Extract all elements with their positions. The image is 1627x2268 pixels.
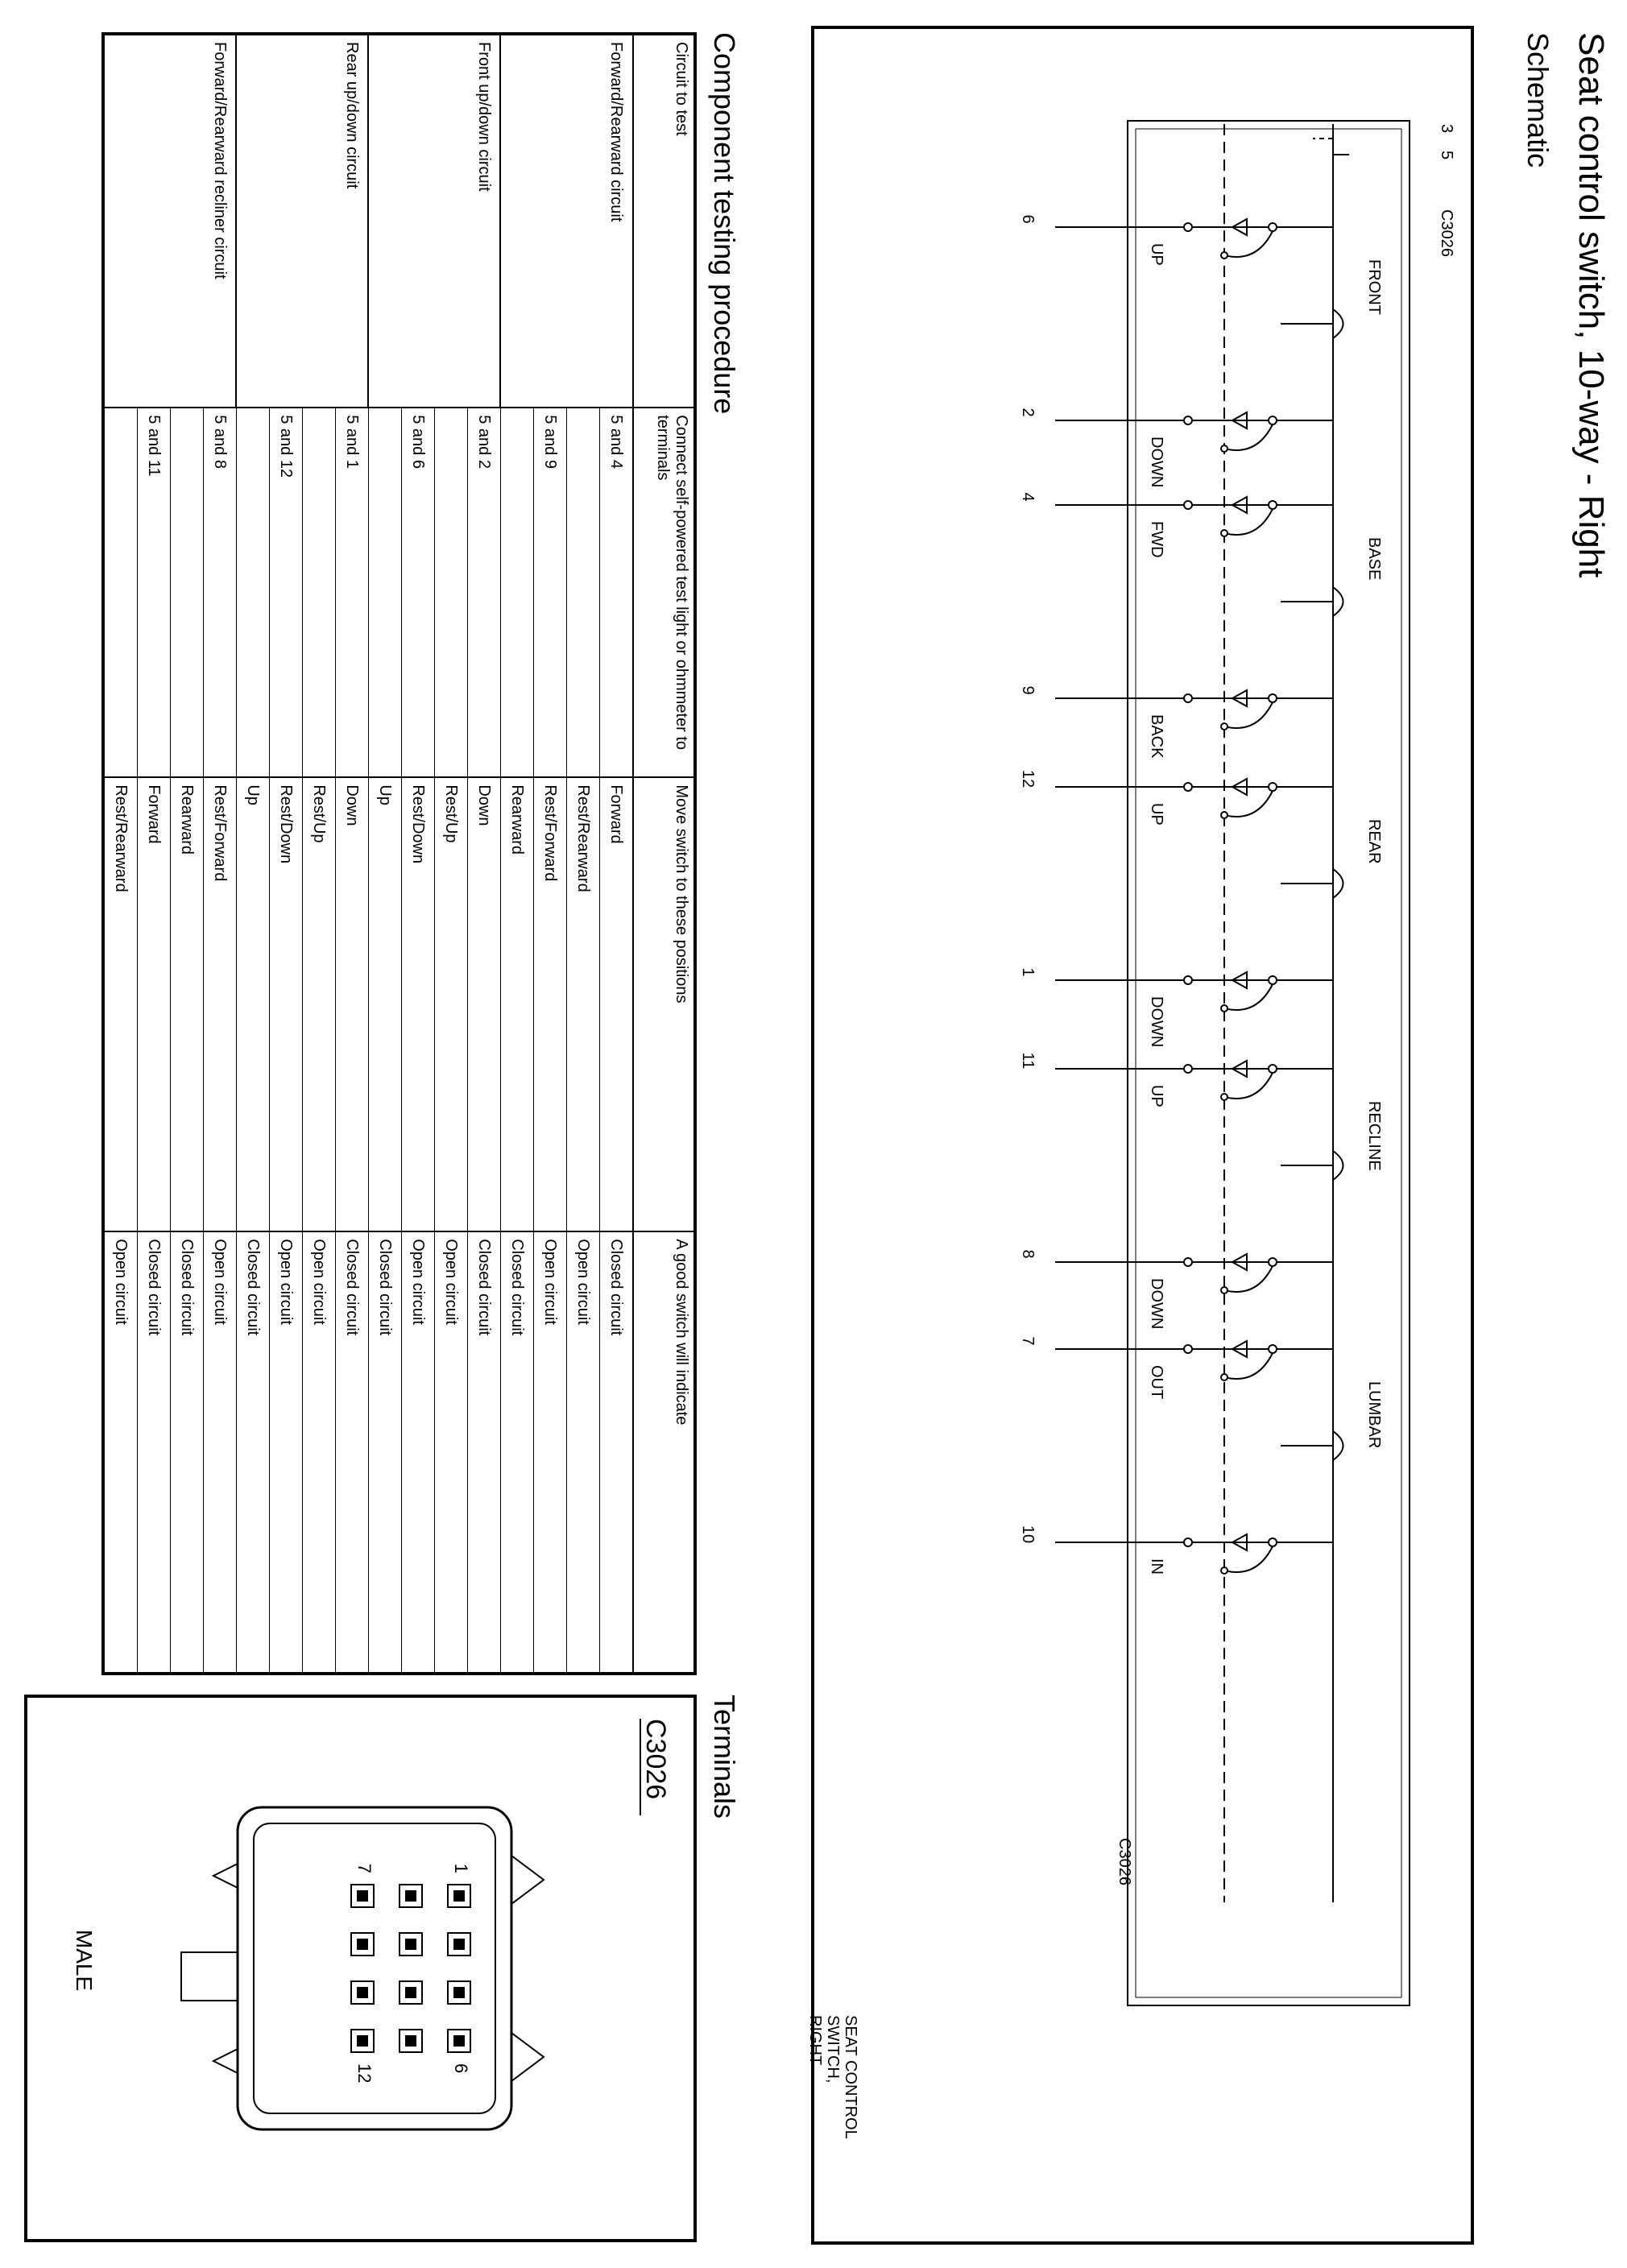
cell-terminals: 5 and 12 [270, 408, 303, 777]
contact-point [1269, 1345, 1277, 1353]
table-row [567, 34, 600, 1674]
switch-position-label: UP [1148, 243, 1165, 266]
table-row [501, 34, 534, 1674]
table-row [303, 34, 336, 1674]
switch-outline-inner [1136, 129, 1401, 1997]
pin-number: 1 [1019, 967, 1037, 977]
blade-pivot [1221, 1374, 1227, 1380]
cell-result: Open circuit [103, 1231, 138, 1674]
component-label: SWITCH, [824, 2015, 842, 2084]
terminal-pin [453, 2035, 465, 2047]
contact-point [1184, 501, 1192, 509]
cell-terminals: 5 and 9 [534, 408, 567, 777]
contact-point [1184, 976, 1192, 984]
connector-id: C3026 [640, 1719, 671, 1800]
cell-circuit [369, 34, 402, 408]
procedure-table [101, 32, 697, 1675]
cell-result: Closed circuit [171, 1231, 204, 1674]
group-label: BASE [1365, 537, 1383, 581]
connector-hook [213, 1864, 238, 2073]
group-label: FRONT [1365, 259, 1383, 315]
contact-point [1184, 416, 1192, 424]
connector-gender-label: MALE [72, 1929, 97, 1992]
blade-pivot [1221, 1567, 1227, 1574]
cell-circuit [567, 34, 600, 408]
contact-point [1269, 416, 1277, 424]
connector-face-diagram [24, 1695, 697, 2242]
cell-result: Open circuit [303, 1231, 336, 1674]
pin-number: 7 [1019, 1336, 1037, 1346]
cell-circuit [501, 34, 534, 408]
cell-result: Open circuit [435, 1231, 468, 1674]
cell-position: Rest/Down [270, 777, 303, 1231]
terminal-pin [453, 1939, 465, 1950]
contact-point [1269, 976, 1277, 984]
contact-point [1269, 783, 1277, 791]
cell-result: Closed circuit [600, 1231, 634, 1674]
cell-terminals [303, 408, 336, 777]
cell-position: Down [468, 777, 501, 1231]
cell-result: Closed circuit [237, 1231, 270, 1674]
table-row [103, 34, 138, 1674]
group-label: RECLINE [1365, 1101, 1383, 1171]
cell-result: Open circuit [534, 1231, 567, 1674]
cell-position: Rest/Down [402, 777, 435, 1231]
cell-terminals: 5 and 4 [600, 408, 634, 777]
table-row [171, 34, 204, 1674]
group-label: LUMBAR [1365, 1381, 1383, 1449]
terminal-pin [357, 1987, 368, 1998]
table-row [600, 34, 634, 1674]
switch-blade [1224, 509, 1273, 535]
switch-blade [1224, 791, 1273, 817]
contact-point [1269, 1065, 1277, 1073]
blade-pivot [1221, 1094, 1227, 1100]
switch-position-label: DOWN [1148, 996, 1165, 1048]
switch-position-label: OUT [1148, 1365, 1165, 1400]
terminals-heading: Terminals [708, 1695, 741, 1819]
cell-circuit: Forward/Rearward circuit [600, 34, 634, 408]
terminal-pin [357, 2035, 368, 2047]
cell-terminals [171, 408, 204, 777]
table-row [138, 34, 171, 1674]
switch-blade [1224, 1266, 1273, 1292]
switch-position-label: DOWN [1148, 1278, 1165, 1330]
cell-circuit [138, 34, 171, 408]
cell-circuit: Front up/down circuit [468, 34, 501, 408]
switch-blade [1224, 424, 1273, 450]
cell-result: Open circuit [204, 1231, 237, 1674]
cell-result: Open circuit [567, 1231, 600, 1674]
blade-pivot [1221, 252, 1227, 259]
contact-point [1184, 1538, 1192, 1546]
switch-position-label: UP [1148, 803, 1165, 826]
contact-point [1184, 1345, 1192, 1353]
contact-point [1184, 1065, 1192, 1073]
contact-point [1269, 223, 1277, 231]
schematic-diagram [806, 26, 1474, 2245]
header-result: A good switch will indicate [633, 1231, 695, 1674]
table-row [402, 34, 435, 1674]
cell-terminals: 5 and 8 [204, 408, 237, 777]
cell-terminals [369, 408, 402, 777]
cell-position: Rest/Rearward [103, 777, 138, 1231]
pin-number: 4 [1019, 492, 1037, 502]
cell-terminals: 5 and 11 [138, 408, 171, 777]
cell-circuit [303, 34, 336, 408]
pin-number: 11 [1019, 1052, 1037, 1070]
cell-position: Up [237, 777, 270, 1231]
cell-terminals: 5 and 2 [468, 408, 501, 777]
switch-position-label: UP [1148, 1085, 1165, 1107]
cell-circuit: Forward/Rearward recliner circuit [204, 34, 237, 408]
cell-position: Rest/Rearward [567, 777, 600, 1231]
cell-circuit [435, 34, 468, 408]
contact-point [1184, 783, 1192, 791]
cell-circuit [270, 34, 303, 408]
page-title: Seat control switch, 10-way - Right [1571, 32, 1611, 578]
switch-blade [1224, 1546, 1273, 1572]
cell-result: Closed circuit [138, 1231, 171, 1674]
terminal-pin [357, 1939, 368, 1950]
switch-position-label: BACK [1148, 714, 1165, 759]
switch-blade [1224, 231, 1273, 257]
header-terminals: Connect self-powered test light or ohmmeter to terminals [633, 408, 695, 777]
cell-terminals [237, 408, 270, 777]
table-row [468, 34, 501, 1674]
cell-circuit [171, 34, 204, 408]
contact-point [1269, 694, 1277, 702]
contact-point [1184, 694, 1192, 702]
connector-key [181, 1952, 238, 2001]
cell-position: Rearward [501, 777, 534, 1231]
terminal-pin [405, 1939, 416, 1950]
switch-position-label: IN [1148, 1558, 1165, 1575]
cell-terminals [103, 408, 138, 777]
contact-point [1269, 501, 1277, 509]
connector-latch [511, 1856, 544, 2081]
table-row [237, 34, 270, 1674]
cell-position: Down [336, 777, 369, 1231]
switch-blade [1224, 984, 1273, 1010]
terminal-pin [453, 1890, 465, 1902]
connector-shell [238, 1807, 511, 2129]
terminal-pin [453, 1987, 465, 1998]
cell-position: Forward [600, 777, 634, 1231]
switch-blade [1224, 702, 1273, 728]
table-header-row [633, 34, 695, 1674]
cell-result: Closed circuit [369, 1231, 402, 1674]
contact-point [1269, 1538, 1277, 1546]
blade-pivot [1221, 812, 1227, 818]
table-row [369, 34, 402, 1674]
header-circuit: Circuit to test [633, 34, 695, 408]
cell-circuit [103, 34, 138, 408]
pin-number: 8 [1019, 1249, 1037, 1259]
header-position: Move switch to these positions [633, 777, 695, 1231]
table-row [534, 34, 567, 1674]
blade-pivot [1221, 445, 1227, 452]
pin-number: 10 [1019, 1525, 1037, 1544]
cell-result: Open circuit [402, 1231, 435, 1674]
cell-circuit: Rear up/down circuit [336, 34, 369, 408]
cell-terminals [567, 408, 600, 777]
cell-terminals [501, 408, 534, 777]
table-row [336, 34, 369, 1674]
switch-position-label: DOWN [1148, 437, 1165, 488]
table-row [204, 34, 237, 1674]
pin-label: 7 [354, 1863, 375, 1873]
pin-number: 6 [1019, 214, 1037, 224]
cell-result: Open circuit [270, 1231, 303, 1674]
component-label: RIGHT [806, 2015, 824, 2066]
blade-pivot [1221, 1005, 1227, 1012]
procedure-heading: Component testing procedure [708, 32, 741, 415]
contact-point [1184, 1258, 1192, 1266]
cell-result: Closed circuit [336, 1231, 369, 1674]
component-label: SEAT CONTROL [842, 2015, 859, 2139]
table-row [435, 34, 468, 1674]
pin-label: 12 [354, 2063, 375, 2084]
cell-circuit [237, 34, 270, 408]
pin-number: 9 [1019, 685, 1037, 695]
pin-number: 5 [1438, 151, 1455, 160]
cell-position: Rest/Up [303, 777, 336, 1231]
cell-position: Forward [138, 777, 171, 1231]
cell-position: Rest/Forward [204, 777, 237, 1231]
contact-point [1184, 223, 1192, 231]
connector-id: C3026 [1438, 209, 1455, 257]
pin-label: 6 [451, 2063, 471, 2074]
cell-circuit [402, 34, 435, 408]
connector-id: C3026 [1116, 1838, 1133, 1885]
terminal-pin [357, 1890, 368, 1902]
cell-result: Closed circuit [501, 1231, 534, 1674]
terminal-pin [405, 1987, 416, 1998]
cell-terminals: 5 and 6 [402, 408, 435, 777]
pin-number: 12 [1019, 769, 1037, 788]
switch-blade [1224, 1353, 1273, 1379]
cell-terminals: 5 and 1 [336, 408, 369, 777]
cell-circuit [534, 34, 567, 408]
cell-result: Closed circuit [468, 1231, 501, 1674]
switch-position-label: FWD [1148, 521, 1165, 558]
contact-point [1269, 1258, 1277, 1266]
schematic-heading: Schematic [1521, 32, 1555, 168]
cell-terminals [435, 408, 468, 777]
switch-outline [1128, 121, 1410, 2005]
blade-pivot [1221, 723, 1227, 730]
cell-position: Rest/Up [435, 777, 468, 1231]
blade-pivot [1221, 530, 1227, 536]
table-row [270, 34, 303, 1674]
cell-position: Rearward [171, 777, 204, 1231]
cell-position: Rest/Forward [534, 777, 567, 1231]
group-label: REAR [1365, 819, 1383, 864]
terminal-pin [405, 2035, 416, 2047]
switch-blade [1224, 1073, 1273, 1099]
pin-label: 1 [451, 1863, 471, 1873]
pin-number: 2 [1019, 408, 1037, 417]
blade-pivot [1221, 1287, 1227, 1293]
pin-number: 3 [1438, 124, 1455, 134]
terminal-pin [405, 1890, 416, 1902]
cell-position: Up [369, 777, 402, 1231]
